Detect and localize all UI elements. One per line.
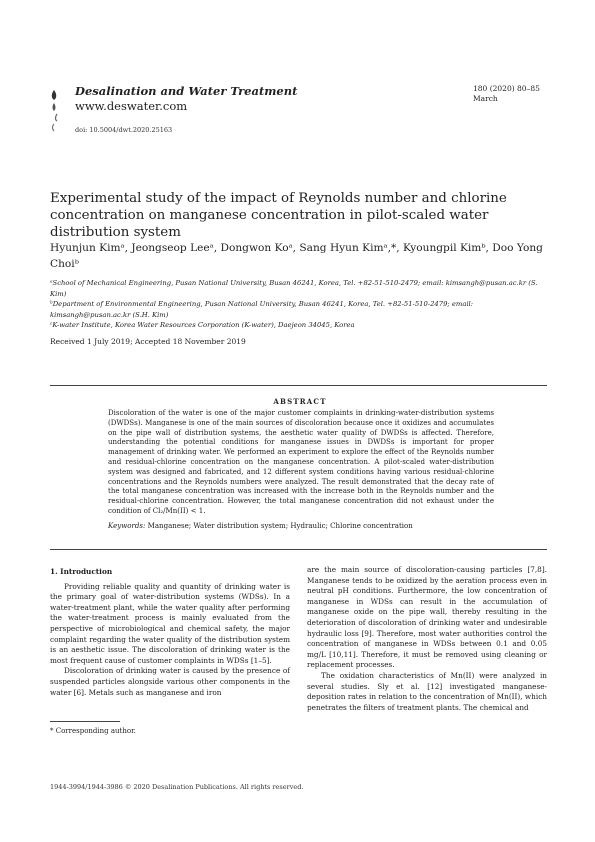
abstract-top-rule (50, 385, 547, 386)
abstract-bottom-rule (50, 549, 547, 550)
journal-logo (48, 88, 68, 134)
issue-month: March (473, 94, 498, 103)
right-column (307, 565, 547, 713)
right-paragraph-1: are the main source of discoloration-causing particles [7,8]. Manganese tends to be oxidized by the aeration process even in neutral pH conditions. Furthermore, the low concentration of manganese in WDSs can result in the accumulation of manganese oxide on the pipe wall, thereby resulting in the deterioration of discoloration of drinking water and undesirable hydraulic loss [9]. Therefore, most water authorities control the concentration of manganese in WDSs between 0.1 and 0.05 mg/L [10,11]. Therefore, it must be removed using cleaning or replacement processes. (307, 565, 547, 670)
volume-pages: 180 (2020) 80–85 (473, 84, 540, 93)
received-dates: Received 1 July 2019; Accepted 18 November 2019 (50, 337, 246, 346)
keywords-label: Keywords: (108, 521, 146, 530)
corresponding-author-note: * Corresponding author. (50, 727, 136, 735)
affiliation-a: ᵃSchool of Mechanical Engineering, Pusan National University, Busan 46241, Korea, Tel. +82-51-510-2479; email: kimsangh@pusan.ac.kr (S. Kim) (50, 279, 538, 298)
affiliations (50, 278, 550, 331)
article-title: Experimental study of the impact of Reynolds number and chlorine concentration on manganese concentration in pilot-scaled water distribution system (50, 191, 507, 240)
left-paragraph-1: Providing reliable quality and quantity of drinking water is the primary goal of water-distribution systems (WDSs). In a water-treatment plant, while the water quality after performing the water-treatment process is mainly evaluated from the perspective of microbiological and chemical safety, the major complaint regarding the water quality of the distribution system is an aesthetic issue. The discoloration of drinking water is the most frequent cause of customer complaints in WDSs [1–5]. (50, 581, 290, 665)
keywords (108, 521, 494, 530)
footnote-rule (50, 721, 120, 722)
doi[interactable]: doi: 10.5004/dwt.2020.25163 (75, 126, 173, 134)
volume-info (473, 84, 540, 104)
journal-title: Desalination and Water Treatment (75, 84, 298, 98)
copyright-line: 1944-3994/1944-3986 © 2020 Desalination Publications. All rights reserved. (50, 783, 304, 791)
abstract-text: Discoloration of the water is one of the major customer complaints in drinking-water-distribution systems (DWDSs). Manganese is one of the main sources of discoloration because once it oxidizes and accumulates on the pipe wall of distribution systems, the aesthetic water quality of DWDSs is affected. Therefore, understanding the potential conditions for manganese issues in DWDSs is important for proper management of drinking water. We performed an experiment to explore the effect of the Reynolds number and residual-chlorine concentration on the manganese concentration. A pilot-scaled water-distribution system was designed and fabricated, and 12 different system conditions having various residual-chlorine concentrations and the Reynolds numbers were analyzed. The result demonstrated that the decay rate of the total manganese concentration was increased with the increase both in the Reynolds number and the residual-chlorine concentration. However, the total manganese concentration did not exhaust under the condition of Cl₂/Mn(II) < 1. (108, 408, 494, 515)
abstract-heading: ABSTRACT (273, 397, 327, 406)
left-paragraph-2: Discoloration of drinking water is caused by the presence of suspended particles alongside various other components in the water [6]. Metals such as manganese and iron (50, 666, 290, 697)
affiliation-c: ᶜK-water Institute, Korea Water Resources Corporation (K-water), Daejeon 34045, Korea (50, 321, 355, 329)
author-list: Hyunjun Kimᵃ, Jeongseop Leeᵃ, Dongwon Koᵃ, Sang Hyun Kimᵃ,*, Kyoungpil Kimᵇ, Doo Yong Choiᵇ (50, 242, 543, 270)
journal-website[interactable]: www.deswater.com (75, 99, 188, 113)
section-heading: 1. Introduction (50, 567, 113, 576)
left-column (50, 567, 290, 698)
affiliation-b: ᵇDepartment of Environmental Engineering, Pusan National University, Busan 46241, Korea, Tel. +82-51-510-2479; email: kimsangh@pusan.ac.kr (S.H. Kim) (50, 300, 474, 319)
keywords-list: Manganese; Water distribution system; Hydraulic; Chlorine concentration (147, 521, 413, 530)
right-paragraph-2: The oxidation characteristics of Mn(II) were analyzed in several studies. Sly et al. [12] investigated manganese-deposition rates in relation to the concentration of Mn(II), which penetrates the filters of treatment plants. The chemical and (307, 670, 547, 712)
